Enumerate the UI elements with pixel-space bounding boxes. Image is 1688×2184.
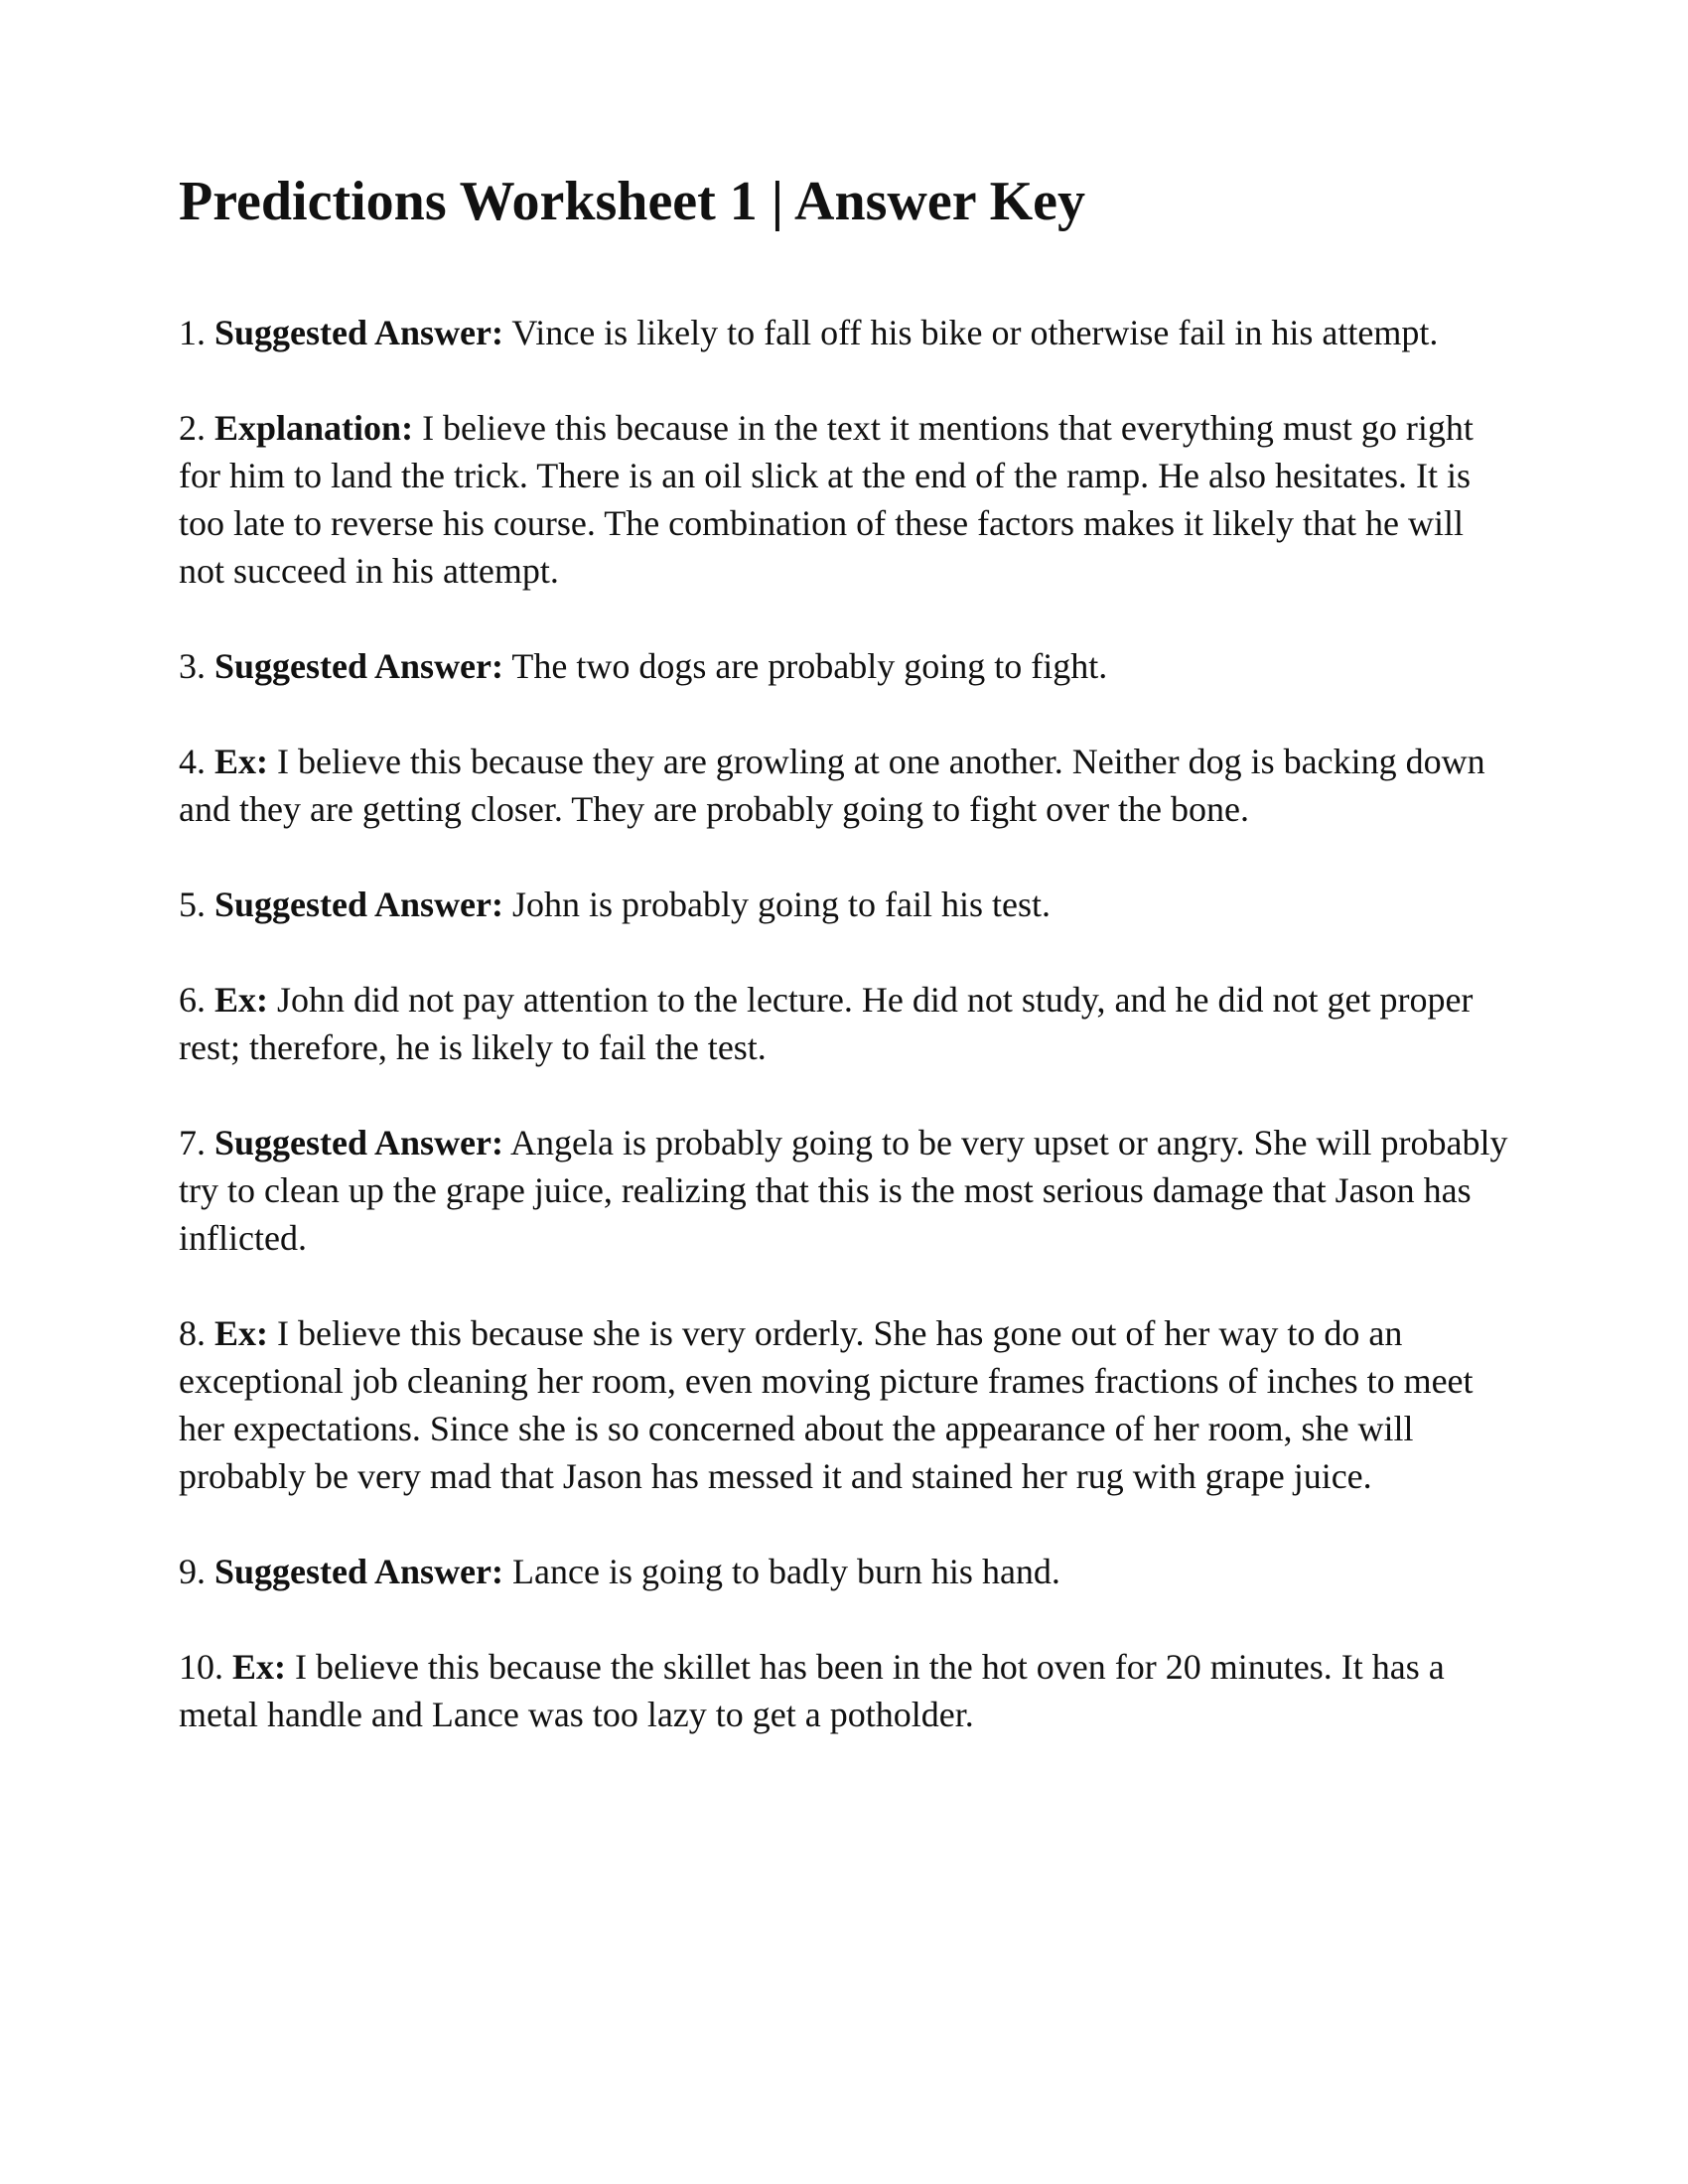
item-label: Suggested Answer: [214, 885, 504, 925]
page-title: Predictions Worksheet 1 | Answer Key [179, 171, 1085, 232]
item-text: I believe this because they are growling at one another. Neither dog is backing down and they are getting closer. They are probably going to fight over the bone. [179, 742, 1485, 830]
item-label: Ex: [214, 980, 268, 1021]
item-label: Suggested Answer: [214, 1123, 504, 1163]
item-number: 9. [179, 1552, 206, 1592]
answer-item-7 [179, 1119, 1509, 1262]
item-number: 7. [179, 1123, 206, 1163]
answer-item-9 [179, 1548, 1509, 1595]
answer-item-10 [179, 1643, 1509, 1738]
item-label: Suggested Answer: [214, 646, 504, 687]
item-label: Suggested Answer: [214, 313, 504, 353]
item-number: 5. [179, 885, 206, 925]
item-number: 1. [179, 313, 206, 353]
item-text: John did not pay attention to the lecture. He did not study, and he did not get proper rest; therefore, he is likely to fail the test. [179, 980, 1474, 1068]
item-text: Angela is probably going to be very upset or angry. She will probably try to clean up the grape juice, realizing that this is the most serious damage that Jason has inflicted. [179, 1123, 1508, 1259]
item-number: 10. [179, 1647, 223, 1688]
item-label: Ex: [214, 742, 268, 782]
item-text: Lance is going to badly burn his hand. [512, 1552, 1060, 1592]
item-text: I believe this because in the text it mentions that everything must go right for him to land the trick. There is an oil slick at the end of the ramp. He also hesitates. It is too late to reverse his course. The combination of these factors makes it likely that he will not succeed in his attempt. [179, 408, 1474, 592]
item-text: Vince is likely to fall off his bike or otherwise fail in his attempt. [511, 313, 1439, 353]
item-number: 2. [179, 408, 206, 449]
answer-item-5 [179, 881, 1509, 928]
answer-item-4 [179, 738, 1509, 833]
item-number: 8. [179, 1313, 206, 1354]
answer-item-6 [179, 976, 1509, 1071]
answer-key-page [179, 169, 1509, 1786]
item-number: 4. [179, 742, 206, 782]
answer-item-8 [179, 1309, 1509, 1500]
item-label: Suggested Answer: [214, 1552, 504, 1592]
item-text: The two dogs are probably going to fight. [511, 646, 1108, 687]
answer-item-1 [179, 309, 1509, 356]
item-label: Explanation: [214, 408, 414, 449]
item-text: I believe this because she is very orderly. She has gone out of her way to do an exceptional job cleaning her room, even moving picture frames fractions of inches to meet her expectations. Since she is so concerned about the appearance of her room, she will probably be very mad that Jason has messed it and stained her rug with grape juice. [179, 1313, 1474, 1497]
item-text: John is probably going to fail his test. [512, 885, 1051, 925]
item-label: Ex: [214, 1313, 268, 1354]
answer-item-3 [179, 642, 1509, 690]
answer-item-2 [179, 404, 1509, 595]
item-number: 3. [179, 646, 206, 687]
item-label: Ex: [232, 1647, 286, 1688]
item-number: 6. [179, 980, 206, 1021]
item-text: I believe this because the skillet has been in the hot oven for 20 minutes. It has a metal handle and Lance was too lazy to get a potholder. [179, 1647, 1445, 1735]
